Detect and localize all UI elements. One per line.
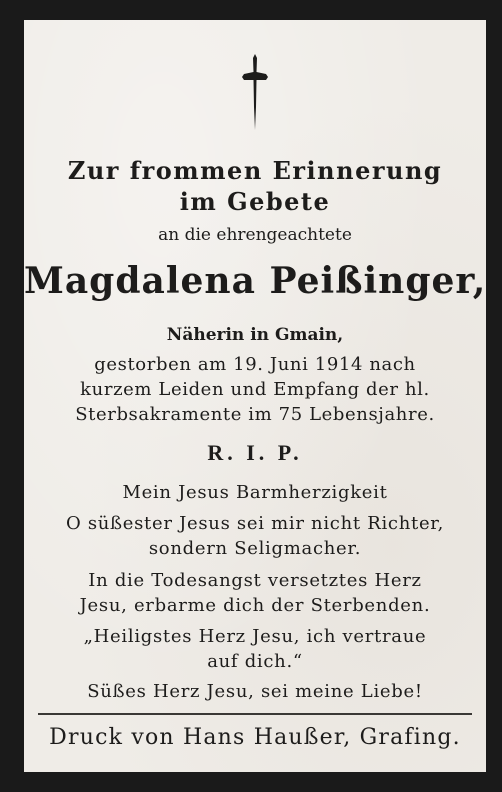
death-text-line-2: kurzem Leiden und Empfang der hl. bbox=[80, 379, 430, 400]
prayer-2-line-1: O süßester Jesus sei mir nicht Richter, bbox=[65, 513, 445, 534]
heading-line-1: Zur frommen Erinnerung bbox=[67, 156, 443, 185]
death-text-line-3: Sterbsakramente im 75 Lebensjahre. bbox=[75, 404, 435, 425]
intro-text: an die ehrengeachtete bbox=[158, 225, 352, 245]
prayer-4-line-1: „Heiligstes Herz Jesu, ich vertraue bbox=[83, 626, 427, 647]
death-text-line-1: gestorben am 19. Juni 1914 nach bbox=[94, 354, 416, 375]
prayer-3-line-2: Jesu, erbarme dich der Sterbenden. bbox=[79, 595, 431, 616]
prayer-1: Mein Jesus Barmherzigkeit bbox=[122, 482, 388, 503]
prayer-3-line-1: In die Todesangst versetztes Herz bbox=[88, 570, 422, 591]
prayer-2-line-2: sondern Seligmacher. bbox=[148, 538, 362, 559]
prayer-4-line-2: auf dich.“ bbox=[207, 651, 303, 672]
heading-line-2: im Gebete bbox=[179, 187, 331, 216]
occupation-text: Näherin in Gmain, bbox=[166, 325, 344, 345]
divider-line bbox=[38, 713, 472, 715]
cross-icon bbox=[240, 52, 270, 132]
rip-text: R. I. P. bbox=[207, 440, 303, 465]
memorial-card bbox=[24, 20, 486, 772]
printer-imprint: Druck von Hans Haußer, Grafing. bbox=[49, 725, 461, 750]
deceased-name: Magdalena Peißinger, bbox=[24, 260, 487, 302]
prayer-5: Süßes Herz Jesu, sei meine Liebe! bbox=[87, 681, 423, 702]
